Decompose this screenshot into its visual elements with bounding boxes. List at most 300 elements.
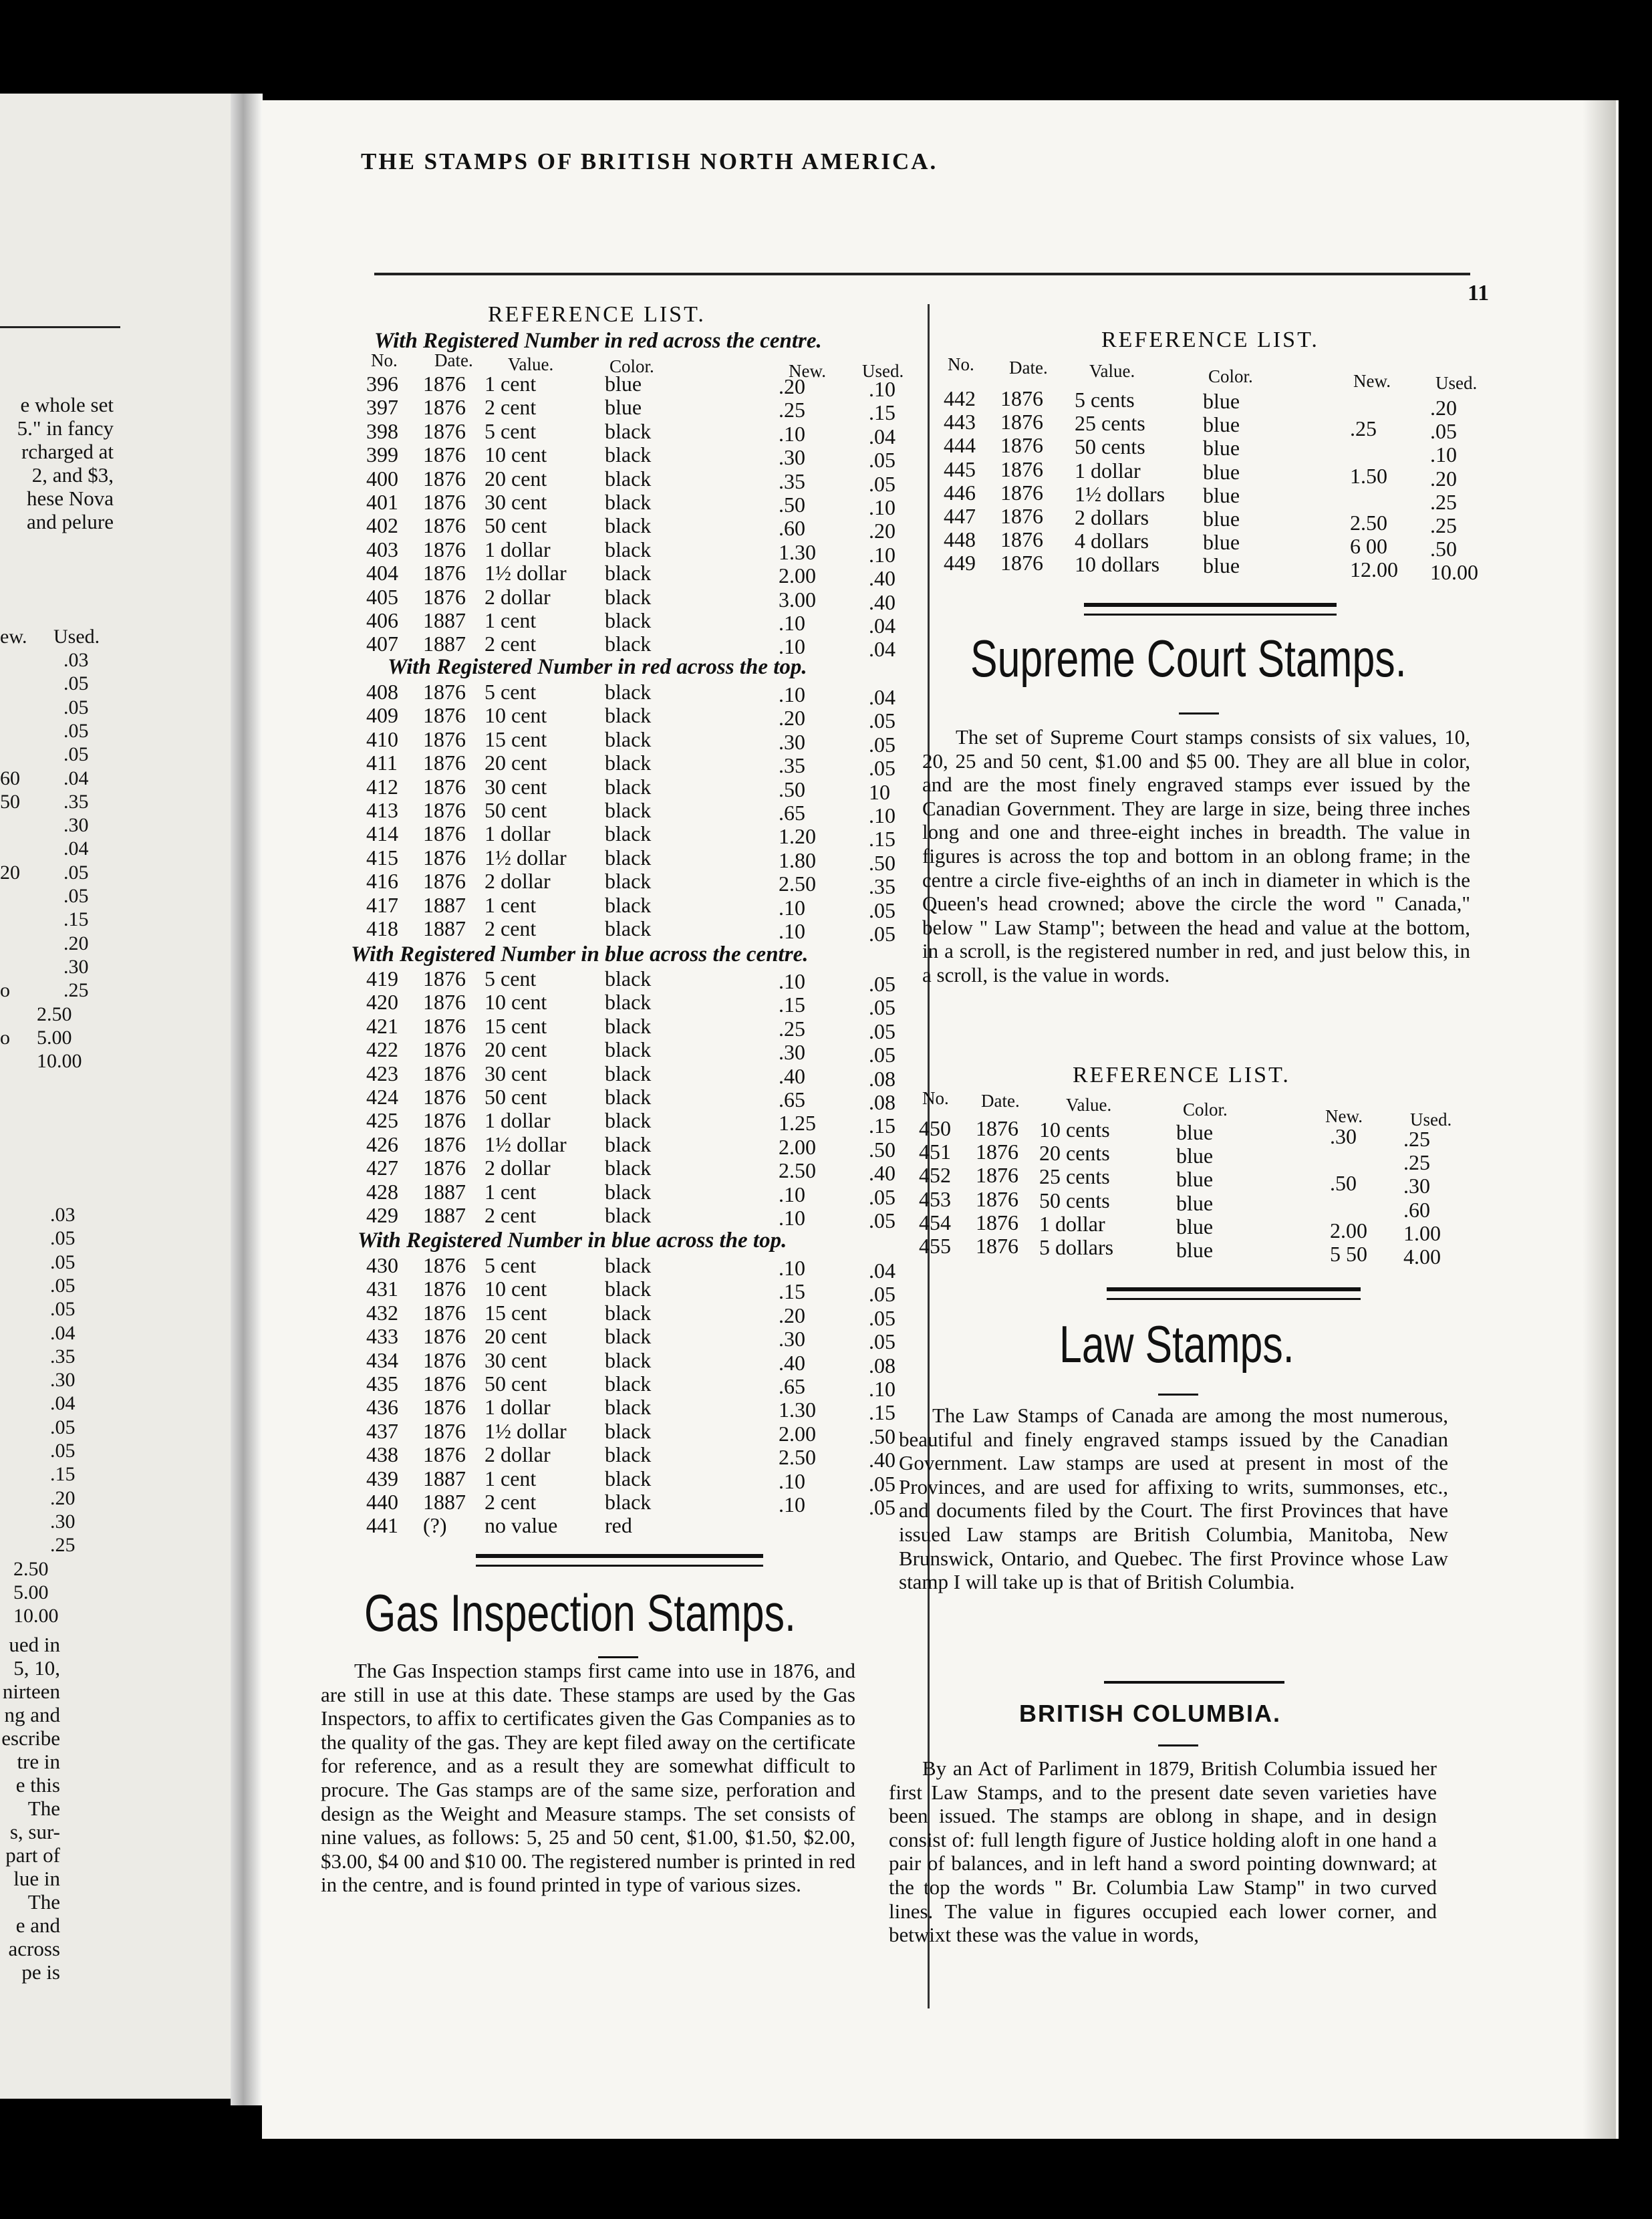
color: blue — [1176, 1120, 1214, 1144]
value: 2 dollar — [485, 869, 551, 894]
used-price: .05 — [869, 1329, 896, 1354]
color: blue — [1176, 1214, 1214, 1238]
new-price: .35 — [779, 469, 805, 493]
value: 2 cent — [485, 916, 537, 940]
date: 1887 — [423, 892, 466, 917]
date: 1876 — [423, 395, 466, 420]
color: black — [605, 1061, 652, 1085]
new-price: .15 — [779, 993, 805, 1017]
text-line: tre in — [17, 1750, 60, 1773]
date: 1887 — [423, 916, 466, 940]
reference-list-title-3: REFERENCE LIST. — [1073, 1063, 1290, 1087]
used-value: .05 — [50, 1274, 76, 1297]
used-price: .25 — [1430, 489, 1457, 514]
new-price: 5 50 — [1330, 1242, 1367, 1266]
group-caption: With Registered Number in blue across the top. — [358, 1228, 787, 1253]
text-line: The — [27, 1890, 60, 1914]
date: 1876 — [423, 1253, 466, 1277]
column-header-new: ew. — [0, 626, 27, 648]
new-price: .20 — [779, 1303, 805, 1327]
new-price: 2.00 — [779, 563, 816, 588]
used-value: .04 — [50, 1321, 76, 1344]
new-price: .35 — [779, 753, 805, 778]
used-price: .15 — [869, 827, 896, 852]
table-row — [0, 1061, 1604, 1091]
used-value: .35 — [63, 790, 89, 813]
stamp-number: 429 — [366, 1203, 398, 1227]
date: 1876 — [423, 1372, 466, 1396]
used-price: .10 — [1430, 442, 1457, 467]
stamp-number: 400 — [366, 466, 398, 491]
text-line: ued in — [9, 1633, 60, 1656]
stamp-number: 451 — [919, 1140, 951, 1164]
color: black — [605, 1277, 652, 1301]
date: 1876 — [423, 1300, 466, 1325]
color: black — [605, 1395, 652, 1420]
color: black — [605, 584, 652, 609]
used-price: .20 — [1430, 466, 1457, 491]
new-price: .10 — [779, 1468, 805, 1493]
date: 1887 — [423, 632, 466, 656]
value: 2 cent — [485, 395, 537, 420]
color: black — [605, 1108, 652, 1133]
value: 1 dollar — [485, 537, 551, 561]
table-row — [0, 1372, 1604, 1401]
new-price: .40 — [779, 1063, 805, 1088]
stamp-number: 455 — [919, 1234, 951, 1258]
stamp-number: 418 — [366, 916, 398, 940]
text-line: and pelure — [27, 510, 114, 533]
date: 1887 — [423, 1490, 466, 1514]
new-price: .50 — [779, 777, 805, 801]
text-line: nirteen — [2, 1680, 60, 1703]
previous-page-text-bottom — [0, 1633, 60, 1984]
new-price: .10 — [779, 1256, 805, 1280]
used-price: .08 — [869, 1090, 896, 1114]
short-rule — [598, 1656, 638, 1658]
new-price: .20 — [779, 706, 805, 731]
date: 1887 — [423, 1203, 466, 1227]
date: 1876 — [423, 680, 466, 704]
col-header-used: Used. — [1435, 373, 1478, 393]
new-price: 12.00 — [1350, 557, 1398, 582]
value: 30 cent — [485, 1347, 547, 1372]
value: 1 cent — [485, 372, 537, 396]
stamp-number: 421 — [366, 1013, 398, 1038]
used-value: .20 — [50, 1486, 76, 1509]
date: 1876 — [423, 1013, 466, 1038]
short-rule — [1158, 1394, 1198, 1396]
used-value: 10.00 — [37, 1050, 82, 1073]
value: 50 cents — [1039, 1188, 1110, 1212]
new-price: .10 — [779, 634, 805, 659]
col-header-new: New. — [789, 361, 826, 381]
date: 1876 — [976, 1210, 1018, 1234]
text-line: e and — [15, 1914, 60, 1937]
used-value: .35 — [50, 1345, 76, 1367]
color: black — [605, 1179, 652, 1204]
stamp-number: 419 — [366, 966, 398, 991]
stamp-number: 454 — [919, 1210, 951, 1234]
new-price: .30 — [779, 445, 805, 470]
date: 1876 — [423, 442, 466, 467]
value: no value — [485, 1513, 558, 1538]
date: 1876 — [976, 1163, 1018, 1188]
value: 50 cent — [485, 1372, 547, 1396]
color: black — [605, 798, 652, 822]
col-header-value: Value. — [508, 354, 554, 374]
value: 4 dollars — [1075, 529, 1149, 553]
date: 1876 — [423, 1156, 466, 1180]
value: 50 cent — [485, 798, 547, 822]
value: 2 dollar — [485, 584, 551, 609]
used-price: .08 — [869, 1066, 896, 1091]
date: 1876 — [976, 1140, 1018, 1164]
stamp-number: 430 — [366, 1253, 398, 1277]
stamp-number: 449 — [944, 551, 976, 575]
used-price: .04 — [869, 614, 896, 638]
value: 15 cent — [485, 727, 547, 751]
value: 1 dollar — [485, 821, 551, 846]
used-price: .05 — [869, 898, 896, 922]
ornamental-rule — [476, 1554, 763, 1567]
date: 1876 — [423, 798, 466, 822]
new-price: .10 — [779, 1492, 805, 1517]
date: 1876 — [423, 1324, 466, 1349]
value: 1½ dollar — [485, 1132, 567, 1156]
col-header-used: Used. — [862, 361, 904, 381]
page-number: 11 — [1468, 281, 1490, 305]
date: 1876 — [423, 990, 466, 1015]
value: 5 cent — [485, 680, 537, 704]
used-price: .05 — [869, 1305, 896, 1330]
color: blue — [1203, 483, 1240, 507]
table-row — [0, 1300, 1604, 1330]
value: 5 cent — [485, 966, 537, 991]
stamp-number: 453 — [919, 1186, 951, 1211]
value: 30 cent — [485, 1061, 547, 1085]
used-price: .05 — [869, 1043, 896, 1067]
used-value: .05 — [50, 1227, 76, 1250]
used-value: .03 — [50, 1204, 76, 1226]
used-price: 10 — [869, 779, 890, 804]
used-price: .05 — [869, 995, 896, 1020]
stamp-number: 404 — [366, 561, 398, 585]
stamp-number: 402 — [366, 513, 398, 538]
text-line: pe is — [21, 1960, 60, 1984]
stamp-number: 441 — [366, 1513, 398, 1538]
value: 1½ dollars — [1075, 481, 1165, 506]
used-value: .20 — [63, 932, 89, 954]
value: 10 cent — [485, 1277, 547, 1301]
value: 1 dollar — [485, 1395, 551, 1420]
used-price: .05 — [869, 1282, 896, 1307]
stamp-number: 425 — [366, 1108, 398, 1133]
date: 1876 — [423, 466, 466, 491]
stamp-number: 432 — [366, 1300, 398, 1325]
date: 1876 — [423, 372, 466, 396]
color: black — [605, 990, 652, 1015]
date: 1876 — [1000, 433, 1043, 458]
used-price: .05 — [869, 1471, 896, 1496]
color: black — [605, 442, 652, 467]
used-value: .04 — [63, 837, 89, 860]
col-header-no: No. — [922, 1088, 949, 1108]
new-price: .60 — [779, 516, 805, 541]
date: 1887 — [423, 1179, 466, 1204]
used-price: .04 — [869, 424, 896, 448]
used-price: .05 — [869, 922, 896, 946]
value: 20 cent — [485, 466, 547, 491]
used-value: .05 — [63, 719, 89, 742]
used-value: 5.00 — [37, 1026, 72, 1049]
color: blue — [1203, 389, 1240, 413]
stamp-number: 420 — [366, 990, 398, 1015]
new-price: 2.00 — [779, 1421, 816, 1446]
new-value: o — [0, 979, 10, 1002]
color: blue — [1203, 436, 1240, 461]
table-row — [0, 1277, 1604, 1307]
date: 1876 — [423, 1108, 466, 1133]
value: 2 cent — [485, 1203, 537, 1227]
col-header-color: Color. — [1208, 366, 1253, 386]
used-price: .40 — [869, 590, 896, 614]
column-header-used: Used. — [53, 626, 100, 648]
date: 1876 — [1000, 527, 1043, 552]
date: 1876 — [423, 537, 466, 561]
date: 1887 — [423, 1466, 466, 1490]
color: black — [605, 608, 652, 632]
value: 5 cents — [1075, 388, 1135, 412]
new-price: .65 — [779, 1087, 805, 1112]
new-price: .30 — [779, 1327, 805, 1351]
stamp-number: 428 — [366, 1179, 398, 1204]
color: black — [605, 1347, 652, 1372]
table-row — [0, 584, 1604, 614]
date: 1887 — [423, 608, 466, 632]
group-caption: With Registered Number in red across the top. — [388, 655, 807, 679]
value: 30 cent — [485, 490, 547, 514]
used-price: .05 — [869, 1495, 896, 1519]
date: 1876 — [1000, 386, 1043, 410]
col-header-date: Date. — [981, 1091, 1020, 1111]
supreme-court-text: The set of Supreme Court stamps consists of six values, 10, 20, 25 and 50 cent, $1.00 and $5 00. They are all blue in color, and are the most finely engraved stamps ever issued by the Canadian Government. They are large in size, being three inches long and one and three-eight inches in breadth. The value in figures is across the top and bottom in an oblong frame; in the centre a circle five-eighths of an inch in diameter in which is the Queen's head crowned; above the circle the word " Canada," below " Law Stamp"; between the head and value at the bottom, in a scroll, is the registered number in red, and just below this, in a scroll, is the value in words. — [922, 725, 1470, 987]
value: 2 dollars — [1075, 505, 1149, 529]
text-line: hese Nova — [27, 487, 114, 510]
date: 1876 — [423, 751, 466, 775]
used-price: .05 — [869, 1019, 896, 1043]
ornamental-rule — [1084, 603, 1337, 616]
col-header-date: Date. — [1009, 358, 1048, 378]
value: 1 cent — [485, 1179, 537, 1204]
new-price: 1.25 — [779, 1111, 816, 1136]
used-value: .05 — [50, 1416, 76, 1438]
date: 1876 — [423, 490, 466, 514]
stamp-number: 445 — [944, 456, 976, 481]
value: 25 cents — [1075, 411, 1145, 436]
used-price: .10 — [869, 377, 896, 401]
col-header-value: Value. — [1066, 1095, 1112, 1115]
color: black — [605, 1466, 652, 1490]
used-price: .40 — [869, 566, 896, 591]
stamp-number: 440 — [366, 1490, 398, 1514]
color: blue — [1203, 530, 1240, 555]
new-price: 2.00 — [779, 1134, 816, 1159]
date: 1876 — [423, 584, 466, 609]
stamp-number: 434 — [366, 1347, 398, 1372]
value: 30 cent — [485, 774, 547, 799]
stamp-number: 405 — [366, 584, 398, 609]
text-line: ng and — [4, 1703, 60, 1726]
used-price: .05 — [869, 1208, 896, 1232]
stamp-number: 424 — [366, 1085, 398, 1109]
date: 1876 — [423, 1085, 466, 1109]
new-price: 1.80 — [779, 847, 816, 872]
used-price: .50 — [869, 1137, 896, 1162]
used-price: .50 — [869, 850, 896, 875]
used-price: .04 — [869, 685, 896, 709]
color: black — [605, 916, 652, 940]
text-line: e whole set — [20, 393, 114, 416]
value: 1 dollar — [485, 1108, 551, 1133]
stamp-number: 438 — [366, 1442, 398, 1467]
date: 1876 — [423, 561, 466, 585]
color: black — [605, 1372, 652, 1396]
value: 10 cents — [1039, 1118, 1110, 1142]
value: 1 cent — [485, 608, 537, 632]
used-value: .30 — [50, 1369, 76, 1392]
color: black — [605, 774, 652, 799]
stamp-number: 443 — [944, 410, 976, 434]
color: blue — [1203, 459, 1240, 484]
used-price: 10.00 — [1430, 560, 1478, 585]
used-price: .60 — [1403, 1197, 1430, 1222]
value: 1½ dollar — [485, 845, 567, 870]
stamp-number: 403 — [366, 537, 398, 561]
used-price: .20 — [869, 519, 896, 543]
color: black — [605, 869, 652, 894]
text-line: 5, 10, — [13, 1656, 60, 1680]
new-price: .15 — [779, 1279, 805, 1304]
used-value: .05 — [63, 672, 89, 695]
used-price: .05 — [869, 972, 896, 996]
used-value: .15 — [63, 908, 89, 931]
color: black — [605, 1156, 652, 1180]
new-price: 1.50 — [1350, 463, 1387, 488]
color: black — [605, 1418, 652, 1443]
date: 1876 — [976, 1116, 1018, 1140]
stamp-number: 423 — [366, 1061, 398, 1085]
color: black — [605, 1300, 652, 1325]
date: 1876 — [423, 418, 466, 443]
stamp-number: 409 — [366, 703, 398, 728]
color: blue — [1203, 507, 1240, 531]
stamp-number: 427 — [366, 1156, 398, 1180]
new-price: .25 — [1350, 416, 1377, 441]
new-price: 2.50 — [1350, 511, 1387, 535]
british-columbia-heading: BRITISH COLUMBIA. — [1019, 1700, 1281, 1727]
new-price: 1.30 — [779, 539, 816, 564]
used-value: .25 — [63, 979, 89, 1002]
color: blue — [1176, 1167, 1214, 1192]
value: 1½ dollar — [485, 1418, 567, 1443]
color: black — [605, 1253, 652, 1277]
value: 1 cent — [485, 892, 537, 917]
new-price: .10 — [779, 1182, 805, 1206]
value: 50 cents — [1075, 434, 1145, 459]
value: 15 cent — [485, 1300, 547, 1325]
date: 1876 — [1000, 504, 1043, 528]
stamp-number: 406 — [366, 608, 398, 632]
value: 2 cent — [485, 1490, 537, 1514]
new-price: 1.20 — [779, 824, 816, 849]
value: 20 cents — [1039, 1141, 1110, 1166]
color: blue — [605, 372, 642, 396]
text-line: 5." in fancy — [17, 416, 114, 440]
col-header-date: Date. — [434, 350, 473, 370]
new-value: 20 — [0, 861, 20, 884]
col-header-color: Color. — [1183, 1099, 1228, 1120]
stamp-number: 407 — [366, 632, 398, 656]
used-price: .10 — [869, 542, 896, 567]
text-line: The — [27, 1797, 60, 1820]
new-price: .40 — [779, 1350, 805, 1375]
color: black — [605, 703, 652, 728]
color: black — [605, 845, 652, 870]
col-header-no: No. — [371, 350, 398, 370]
stamp-number: 439 — [366, 1466, 398, 1490]
color: black — [605, 966, 652, 991]
used-value: .05 — [50, 1251, 76, 1273]
new-price: .50 — [1330, 1171, 1357, 1196]
color: blue — [1176, 1144, 1214, 1168]
used-price: .05 — [869, 448, 896, 473]
used-value: .30 — [63, 814, 89, 837]
used-price: .40 — [869, 1161, 896, 1186]
new-price: .25 — [779, 398, 805, 422]
date: 1876 — [423, 1395, 466, 1420]
used-price: .04 — [869, 637, 896, 662]
date: 1876 — [423, 727, 466, 751]
text-line: part of — [5, 1843, 60, 1867]
color: black — [605, 1132, 652, 1156]
group-caption: With Registered Number in red across the centre. — [374, 329, 822, 353]
new-price: .20 — [779, 374, 805, 398]
color: black — [605, 632, 652, 656]
used-price: .05 — [869, 471, 896, 496]
col-header-no: No. — [948, 354, 974, 374]
used-price: .08 — [869, 1353, 896, 1378]
date: 1876 — [1000, 456, 1043, 481]
used-price: .40 — [869, 1448, 896, 1472]
used-price: .15 — [869, 1400, 896, 1425]
new-price: 1.30 — [779, 1398, 816, 1422]
color: black — [605, 490, 652, 514]
used-value: .05 — [63, 885, 89, 907]
used-value: 2.50 — [13, 1557, 49, 1580]
color: black — [605, 1324, 652, 1349]
value: 15 cent — [485, 1013, 547, 1038]
used-value: 5.00 — [13, 1581, 49, 1603]
table-row — [0, 1347, 1604, 1378]
used-price: 1.00 — [1403, 1220, 1441, 1245]
used-value: 2.50 — [37, 1003, 72, 1025]
date: 1876 — [423, 1277, 466, 1301]
color: black — [605, 751, 652, 775]
used-price: .50 — [869, 1424, 896, 1448]
new-price: .10 — [779, 1206, 805, 1230]
color: black — [605, 727, 652, 751]
